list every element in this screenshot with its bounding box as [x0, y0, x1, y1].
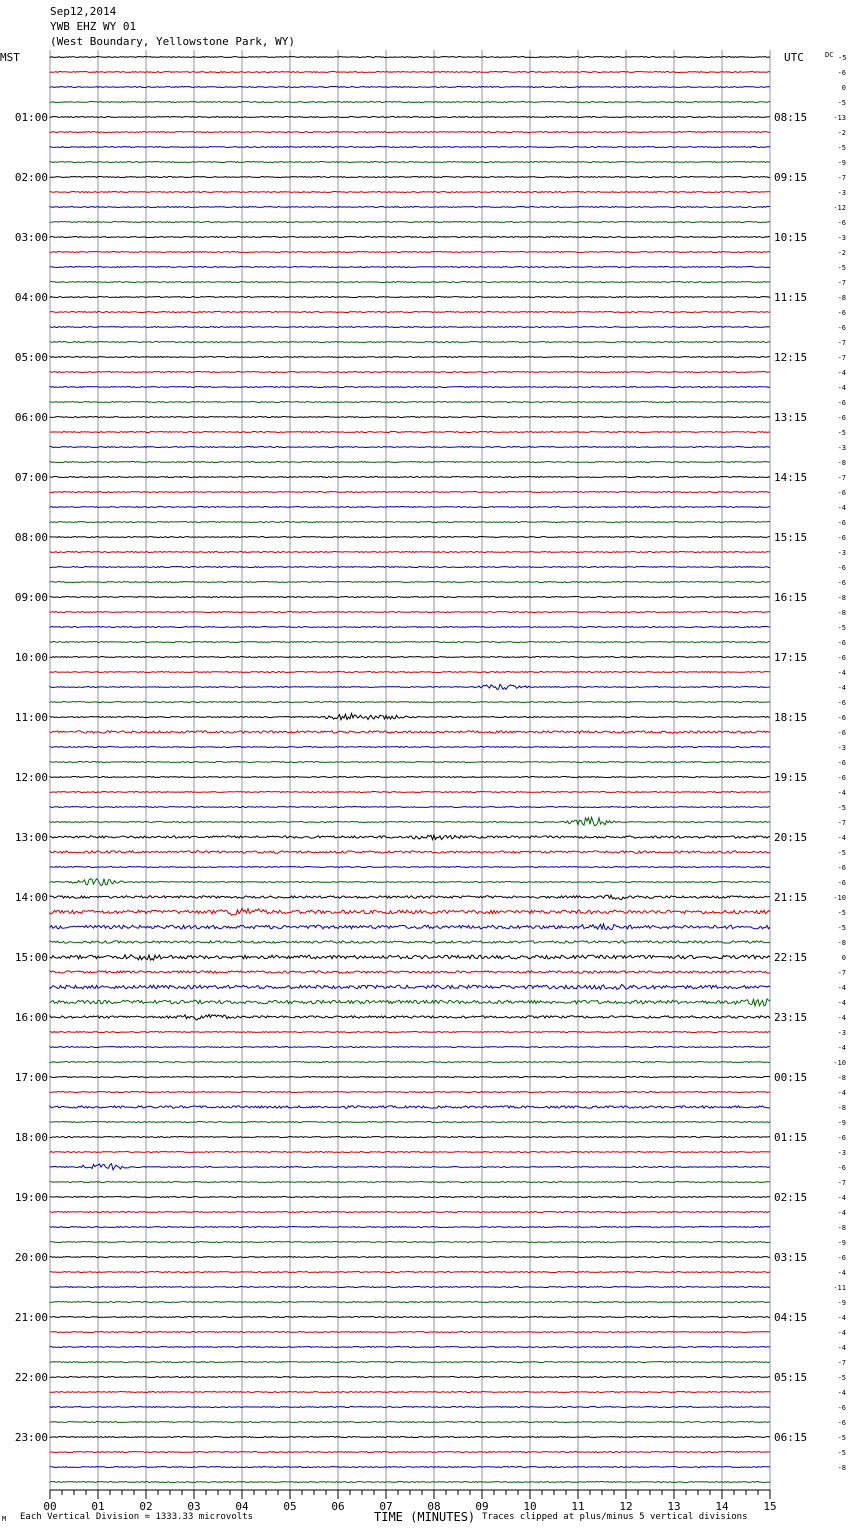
dc-offset-value: -4: [837, 1209, 846, 1217]
dc-offset-value: -8: [837, 1104, 846, 1112]
dc-offset-value: -3: [837, 234, 846, 242]
dc-offset-value: -6: [837, 219, 846, 227]
trace-row: [50, 477, 770, 478]
right-hour-label: 09:15: [774, 171, 808, 184]
dc-offset-value: -2: [837, 249, 846, 257]
right-hour-label: 14:15: [774, 471, 808, 484]
trace-row: [50, 762, 770, 763]
trace-row: [50, 713, 770, 719]
x-tick-label: 02: [139, 1500, 153, 1513]
dc-offset-value: -4: [837, 999, 846, 1007]
trace-row: [50, 117, 770, 118]
x-tick-label: 07: [379, 1500, 393, 1513]
right-hour-label: 11:15: [774, 291, 808, 304]
x-tick-label: 13: [667, 1500, 681, 1513]
trace-row: [50, 1452, 770, 1453]
left-hour-label: 13:00: [14, 831, 48, 844]
trace-row: [50, 312, 770, 313]
dc-offset-value: -6: [837, 699, 846, 707]
trace-row: [50, 372, 770, 373]
trace-row: [50, 582, 770, 583]
trace-row: [50, 1197, 770, 1198]
dc-offset-value: -3: [837, 1029, 846, 1037]
trace-row: [50, 1062, 770, 1063]
trace-row: [50, 1137, 770, 1138]
trace-row: [50, 237, 770, 238]
x-tick-label: 00: [43, 1500, 57, 1513]
dc-offset-value: -7: [837, 474, 846, 482]
right-hour-label: 19:15: [774, 771, 808, 784]
right-hour-label: 03:15: [774, 1251, 808, 1264]
dc-offset-value: -10: [833, 894, 846, 902]
right-hour-label: 23:15: [774, 1011, 808, 1024]
trace-row: [50, 1392, 770, 1393]
dc-offset-value: -11: [833, 1284, 846, 1292]
scale-note: Each Vertical Division = 1333.33 microvolts: [20, 1512, 253, 1522]
dc-offset-value: -6: [837, 1254, 846, 1262]
trace-row: [50, 132, 770, 133]
trace-row: [50, 1164, 770, 1170]
trace-row: [50, 102, 770, 103]
trace-row: [50, 1347, 770, 1348]
trace-row: [50, 1212, 770, 1213]
dc-offset-value: -4: [837, 1314, 846, 1322]
left-hour-label: 23:00: [14, 1431, 48, 1444]
dc-offset-value: -8: [837, 1074, 846, 1082]
dc-offset-value: -7: [837, 354, 846, 362]
trace-row: [50, 567, 770, 568]
trace-row: [50, 971, 770, 973]
dc-offset-value: -6: [837, 69, 846, 77]
trace-row: [50, 941, 770, 943]
left-timezone-label: MST: [0, 51, 20, 64]
dc-offset-value: -5: [837, 924, 846, 932]
right-hour-label: 02:15: [774, 1191, 808, 1204]
dc-offset-value: -5: [837, 429, 846, 437]
left-hour-label: 18:00: [14, 1131, 48, 1144]
trace-row: [50, 537, 770, 538]
right-hour-label: 04:15: [774, 1311, 808, 1324]
right-hour-label: 13:15: [774, 411, 808, 424]
trace-row: [50, 642, 770, 643]
left-hour-label: 12:00: [14, 771, 48, 784]
x-tick-label: 04: [235, 1500, 249, 1513]
trace-row: [50, 612, 770, 613]
trace-row: [50, 297, 770, 298]
trace-row: [50, 1106, 770, 1108]
dc-offset-value: -8: [837, 939, 846, 947]
dc-offset-value: -7: [837, 279, 846, 287]
right-hour-label: 08:15: [774, 111, 808, 124]
dc-offset-value: -6: [837, 1419, 846, 1427]
x-tick-label: 11: [571, 1500, 585, 1513]
trace-row: [50, 1272, 770, 1273]
trace-row: [50, 192, 770, 193]
trace-row: [50, 851, 770, 853]
dc-offset-value: -8: [837, 459, 846, 467]
trace-row: [50, 807, 770, 808]
trace-row: [50, 627, 770, 628]
dc-offset-value: -8: [837, 1464, 846, 1472]
left-hour-label: 11:00: [14, 711, 48, 724]
dc-offset-value: -7: [837, 339, 846, 347]
trace-row: [50, 507, 770, 508]
trace-row: [50, 1032, 770, 1033]
trace-row: [50, 672, 770, 673]
dc-offset-value: -6: [837, 759, 846, 767]
left-hour-label: 06:00: [14, 411, 48, 424]
trace-row: [50, 1467, 770, 1468]
trace-row: [50, 162, 770, 163]
trace-row: [50, 1077, 770, 1078]
dc-offset-value: -6: [837, 564, 846, 572]
dc-offset-value: -3: [837, 444, 846, 452]
station-location: (West Boundary, Yellowstone Park, WY): [50, 35, 296, 48]
dc-offset-value: -4: [837, 684, 846, 692]
dc-label: DC: [825, 51, 834, 59]
dc-offset-value: -6: [837, 879, 846, 887]
trace-row: [50, 908, 770, 915]
clip-note: Traces clipped at plus/minus 5 vertical divisions: [482, 1512, 748, 1522]
dc-offset-value: -4: [837, 984, 846, 992]
right-hour-label: 00:15: [774, 1071, 808, 1084]
trace-row: [50, 1422, 770, 1423]
trace-row: [50, 402, 770, 403]
dc-offset-value: -6: [837, 1134, 846, 1142]
right-hour-label: 21:15: [774, 891, 808, 904]
dc-offset-value: -5: [837, 804, 846, 812]
dc-offset-value: 0: [841, 954, 846, 962]
trace-row: [50, 387, 770, 388]
dc-offset-value: -6: [837, 1164, 846, 1172]
left-hour-label: 05:00: [14, 351, 48, 364]
left-hour-label: 03:00: [14, 231, 48, 244]
dc-offset-value: -13: [833, 114, 846, 122]
dc-offset-value: -4: [837, 384, 846, 392]
dc-offset-value: -4: [837, 1044, 846, 1052]
dc-offset-value: -6: [837, 579, 846, 587]
dc-offset-value: -3: [837, 744, 846, 752]
dc-offset-value: -6: [837, 399, 846, 407]
right-hour-label: 18:15: [774, 711, 808, 724]
right-hour-label: 22:15: [774, 951, 808, 964]
dc-offset-value: -4: [837, 834, 846, 842]
left-hour-label: 20:00: [14, 1251, 48, 1264]
left-hour-label: 22:00: [14, 1371, 48, 1384]
right-timezone-label: UTC: [784, 51, 804, 64]
trace-row: [50, 1092, 770, 1093]
dc-offset-value: -7: [837, 1179, 846, 1187]
dc-offset-value: -5: [837, 909, 846, 917]
left-hour-label: 14:00: [14, 891, 48, 904]
dc-offset-value: 0: [841, 84, 846, 92]
dc-offset-value: -2: [837, 129, 846, 137]
trace-row: [50, 147, 770, 148]
trace-row: [50, 1122, 770, 1123]
left-hour-label: 19:00: [14, 1191, 48, 1204]
trace-row: [50, 1152, 770, 1153]
trace-row: [50, 792, 770, 793]
dc-offset-value: -6: [837, 654, 846, 662]
dc-offset-value: -6: [837, 729, 846, 737]
dc-offset-value: -8: [837, 594, 846, 602]
trace-row: [50, 1317, 770, 1318]
trace-row: [50, 492, 770, 493]
trace-row: [50, 267, 770, 268]
dc-offset-value: -4: [837, 504, 846, 512]
trace-row: [50, 731, 770, 733]
x-tick-label: 14: [715, 1500, 729, 1513]
dc-offset-value: -5: [837, 264, 846, 272]
trace-row: [50, 462, 770, 463]
trace-row: [50, 177, 770, 178]
left-hour-label: 15:00: [14, 951, 48, 964]
trace-row: [50, 924, 770, 930]
trace-row: [50, 327, 770, 328]
trace-row: [50, 522, 770, 523]
trace-row: [50, 867, 770, 868]
trace-row: [50, 1182, 770, 1183]
trace-row: [50, 57, 770, 58]
trace-row: [50, 207, 770, 208]
dc-offset-value: -5: [837, 99, 846, 107]
dc-offset-value: -5: [838, 54, 847, 62]
trace-row: [50, 72, 770, 73]
x-tick-label: 06: [331, 1500, 345, 1513]
trace-row: [50, 895, 770, 900]
dc-offset-value: -5: [837, 144, 846, 152]
footer-mark: M: [2, 1515, 7, 1523]
dc-offset-value: -4: [837, 789, 846, 797]
x-tick-label: 09: [475, 1500, 489, 1513]
right-hour-label: 16:15: [774, 591, 808, 604]
dc-offset-value: -7: [837, 969, 846, 977]
trace-row: [50, 817, 770, 826]
dc-offset-value: -3: [837, 549, 846, 557]
right-hour-label: 20:15: [774, 831, 808, 844]
dc-offset-value: -9: [837, 1299, 846, 1307]
x-tick-label: 05: [283, 1500, 297, 1513]
trace-row: [50, 357, 770, 358]
x-tick-label: 10: [523, 1500, 537, 1513]
station-code: YWB EHZ WY 01: [50, 20, 137, 33]
dc-offset-value: -10: [833, 1059, 846, 1067]
dc-offset-value: -9: [837, 159, 846, 167]
dc-offset-value: -6: [837, 414, 846, 422]
trace-row: [50, 1242, 770, 1243]
trace-row: [50, 87, 770, 88]
left-hour-label: 09:00: [14, 591, 48, 604]
dc-offset-value: -4: [837, 1014, 846, 1022]
dc-offset-value: -5: [837, 1434, 846, 1442]
dc-offset-value: -6: [837, 519, 846, 527]
trace-row: [50, 282, 770, 283]
dc-offset-value: -6: [837, 639, 846, 647]
trace-row: [50, 1332, 770, 1333]
trace-row: [50, 252, 770, 253]
right-hour-label: 15:15: [774, 531, 808, 544]
trace-row: [50, 222, 770, 223]
x-tick-label: 12: [619, 1500, 633, 1513]
dc-offset-value: -8: [837, 1224, 846, 1232]
dc-offset-value: -5: [837, 1449, 846, 1457]
dc-offset-value: -6: [837, 309, 846, 317]
x-tick-label: 08: [427, 1500, 441, 1513]
trace-row: [50, 1302, 770, 1303]
plot-date: Sep12,2014: [50, 5, 117, 18]
trace-row: [50, 777, 770, 778]
trace-row: [50, 999, 770, 1006]
dc-offset-value: -4: [837, 369, 846, 377]
dc-offset-value: -9: [837, 1239, 846, 1247]
dc-offset-value: -6: [837, 714, 846, 722]
trace-row: [50, 597, 770, 598]
left-hour-label: 04:00: [14, 291, 48, 304]
dc-offset-value: -7: [837, 819, 846, 827]
trace-row: [50, 1257, 770, 1258]
right-hour-label: 17:15: [774, 651, 808, 664]
dc-offset-value: -4: [837, 1329, 846, 1337]
right-hour-label: 05:15: [774, 1371, 808, 1384]
dc-offset-value: -5: [837, 624, 846, 632]
trace-row: [50, 835, 770, 840]
trace-row: [50, 955, 770, 960]
right-hour-label: 06:15: [774, 1431, 808, 1444]
dc-offset-value: -6: [837, 324, 846, 332]
dc-offset-value: -7: [837, 1359, 846, 1367]
left-hour-label: 02:00: [14, 171, 48, 184]
x-tick-label: 15: [763, 1500, 777, 1513]
dc-offset-value: -8: [837, 609, 846, 617]
trace-row: [50, 432, 770, 433]
trace-row: [50, 447, 770, 448]
trace-row: [50, 879, 770, 886]
dc-offset-value: -5: [837, 1374, 846, 1382]
dc-offset-value: -12: [833, 204, 846, 212]
dc-offset-value: -6: [837, 534, 846, 542]
trace-row: [50, 342, 770, 343]
trace-row: [50, 1227, 770, 1228]
dc-offset-value: -4: [837, 1344, 846, 1352]
left-hour-label: 01:00: [14, 111, 48, 124]
dc-offset-value: -3: [837, 189, 846, 197]
dc-offset-value: -5: [837, 849, 846, 857]
dc-offset-value: -6: [837, 864, 846, 872]
left-hour-label: 07:00: [14, 471, 48, 484]
trace-row: [50, 1377, 770, 1378]
dc-offset-value: -6: [837, 1404, 846, 1412]
dc-offset-value: -4: [837, 1089, 846, 1097]
x-axis-title: TIME (MINUTES): [374, 1510, 476, 1524]
left-hour-label: 17:00: [14, 1071, 48, 1084]
trace-row: [50, 417, 770, 418]
trace-row: [50, 747, 770, 748]
dc-offset-value: -4: [837, 1194, 846, 1202]
trace-row: [50, 985, 770, 990]
right-hour-label: 12:15: [774, 351, 808, 364]
trace-row: [50, 1362, 770, 1363]
trace-row: [50, 684, 770, 689]
left-hour-label: 21:00: [14, 1311, 48, 1324]
trace-row: [50, 702, 770, 703]
x-tick-label: 01: [91, 1500, 105, 1513]
trace-row: [50, 1047, 770, 1048]
dc-offset-value: -8: [837, 294, 846, 302]
trace-row: [50, 657, 770, 658]
dc-offset-value: -9: [837, 1119, 846, 1127]
trace-row: [50, 552, 770, 553]
dc-offset-value: -3: [837, 1149, 846, 1157]
trace-row: [50, 1287, 770, 1288]
dc-offset-value: -6: [837, 774, 846, 782]
dc-offset-value: -4: [837, 669, 846, 677]
dc-offset-value: -4: [837, 1269, 846, 1277]
left-hour-label: 08:00: [14, 531, 48, 544]
right-hour-label: 10:15: [774, 231, 808, 244]
trace-row: [50, 1482, 770, 1483]
dc-offset-value: -6: [837, 489, 846, 497]
trace-row: [50, 1437, 770, 1438]
trace-row: [50, 1014, 770, 1020]
left-hour-label: 10:00: [14, 651, 48, 664]
dc-offset-value: -7: [837, 174, 846, 182]
x-tick-label: 03: [187, 1500, 201, 1513]
left-hour-label: 16:00: [14, 1011, 48, 1024]
dc-offset-value: -4: [837, 1389, 846, 1397]
right-hour-label: 01:15: [774, 1131, 808, 1144]
trace-row: [50, 1407, 770, 1408]
